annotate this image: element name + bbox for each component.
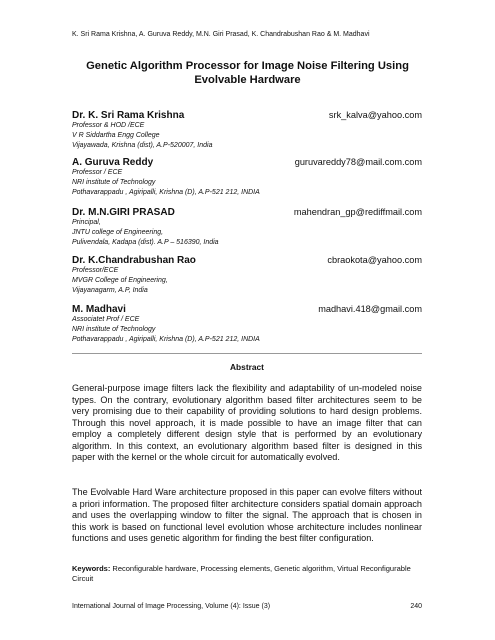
author-block-4 bbox=[72, 255, 422, 296]
author-email: madhavi.418@gmail.com bbox=[318, 304, 422, 314]
author-affiliation: Pothavarappadu , Agiripalli, Krishna (D), A.P-521 212, INDIA bbox=[72, 336, 260, 343]
author-affiliation: NRI institute of Technology bbox=[72, 326, 156, 333]
abstract-paragraph-1: General-purpose image filters lack the flexibility and adaptability of un-modeled noise types. On the contrary, evolutionary algorithm based filter architectures seem to be very promising due to their capability of providing solutions to hard design problems. Through this novel approach, it is made possible to have an image filter that can employ a completely different design style that is performed by an evolutionary algorithm. In this context, an evolutionary algorithm based filter is designed in this paper with the kernel or the whole circuit for automatically evolved. bbox=[72, 383, 422, 462]
paper-title bbox=[60, 59, 435, 87]
author-affiliation: Pulivendala, Kadapa (dist). A.P – 516390, India bbox=[72, 239, 219, 246]
author-affiliation: Professor/ECE bbox=[72, 267, 119, 274]
page-footer bbox=[72, 603, 422, 610]
author-email: srk_kalva@yahoo.com bbox=[328, 110, 422, 120]
author-affiliation: JNTU college of Engineering, bbox=[72, 229, 164, 236]
title-line-2: Evolvable Hardware bbox=[194, 74, 301, 86]
author-name: A. Guruva Reddy bbox=[72, 157, 154, 168]
author-email: cbraokota@yahoo.com bbox=[327, 255, 422, 265]
author-block-1 bbox=[72, 110, 422, 151]
section-divider bbox=[72, 353, 422, 354]
author-name: Dr. K.Chandrabushan Rao bbox=[72, 255, 196, 266]
author-name: Dr. K. Sri Rama Krishna bbox=[72, 110, 185, 121]
author-affiliation: Pothavarappadu , Agiripalli, Krishna (D), A.P-521 212, INDIA bbox=[72, 189, 260, 196]
author-block-2 bbox=[72, 157, 422, 198]
author-email: mahendran_gp@rediffmail.com bbox=[293, 207, 422, 217]
abstract-heading: Abstract bbox=[230, 362, 264, 372]
abstract-paragraph-2: The Evolvable Hard Ware architecture proposed in this paper can evolve filters without a priori information. The proposed filter architecture considers spatial domain approach and uses the overlapping window to filter the signal. The approach that is chosen in this work is based on functional level evolution whose architecture includes nonlinear functions and uses genetic algorithm for finding the best filter configuration. bbox=[72, 487, 422, 543]
author-affiliation: Professor & HOD /ECE bbox=[72, 122, 145, 129]
author-affiliation: Associatet Prof / ECE bbox=[72, 316, 140, 323]
author-affiliation: Vijayawada, Krishna (dist), A.P-520007, India bbox=[72, 142, 213, 149]
author-affiliation: Professor / ECE bbox=[72, 169, 123, 176]
author-affiliation: V R Siddartha Engg College bbox=[72, 132, 160, 139]
author-block-5 bbox=[72, 304, 422, 345]
page-number: 240 bbox=[410, 603, 422, 610]
keywords-text: Reconfigurable hardware, Processing elements, Genetic algorithm, Virtual Reconfigurable Circuit bbox=[72, 564, 411, 583]
author-name: Dr. M.N.GIRI PRASAD bbox=[72, 207, 175, 218]
author-affiliation: MVGR College of Engineering, bbox=[72, 277, 168, 284]
author-block-3 bbox=[72, 207, 422, 248]
keywords bbox=[72, 564, 422, 584]
journal-citation: International Journal of Image Processing, Volume (4): Issue (3) bbox=[72, 603, 271, 610]
running-head: K. Sri Rama Krishna, A. Guruva Reddy, M.N. Giri Prasad, K. Chandrabushan Rao & M. Madhavi bbox=[72, 31, 370, 38]
author-affiliation: NRI institute of Technology bbox=[72, 179, 156, 186]
author-name: M. Madhavi bbox=[72, 304, 126, 315]
keywords-label: Keywords: bbox=[72, 564, 111, 573]
author-affiliation: Vijayanagarm, A.P, India bbox=[72, 287, 148, 294]
author-email: guruvareddy78@mail.com.com bbox=[294, 157, 422, 167]
author-affiliation: Principal, bbox=[72, 219, 101, 226]
title-line-1: Genetic Algorithm Processor for Image Noise Filtering Using bbox=[86, 60, 409, 72]
